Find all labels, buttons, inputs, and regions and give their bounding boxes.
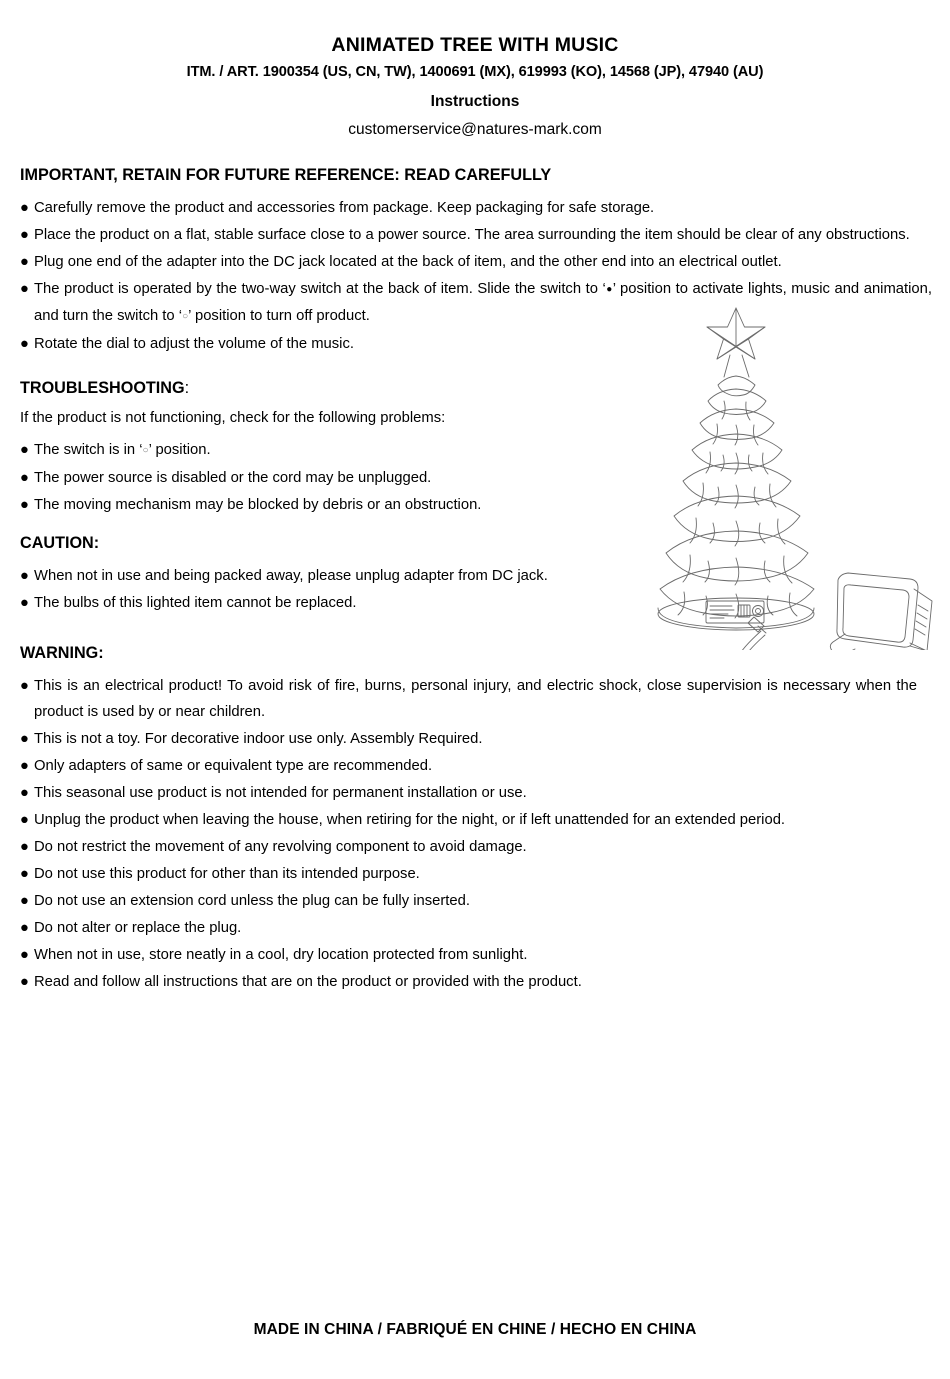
tree-base bbox=[658, 598, 814, 630]
list-item bbox=[20, 465, 660, 491]
section-warning bbox=[20, 643, 917, 996]
list-item-text: This is an electrical product! To avoid risk of fire, burns, personal injury, and electric shock, close supervision is necessary when the product is used by or near children. bbox=[34, 678, 917, 720]
bullet-dot-icon: ● bbox=[20, 866, 29, 882]
troubleshooting-heading-text: TROUBLESHOOTING bbox=[20, 379, 185, 397]
dc-jack bbox=[748, 617, 766, 633]
troubleshooting-heading bbox=[20, 378, 660, 398]
list-item bbox=[20, 888, 917, 914]
bullet-dot-icon: ● bbox=[20, 568, 29, 584]
bullet-dot-icon: ● bbox=[20, 785, 29, 801]
list-item bbox=[20, 861, 917, 887]
bullet-dot-icon: ● bbox=[20, 947, 29, 963]
list-item-text: Do not use an extension cord unless the plug can be fully inserted. bbox=[34, 893, 470, 909]
switch-text-part2: ’ position to activate lights, music and animation, and turn the switch to ‘ bbox=[34, 281, 932, 324]
instructions-label: Instructions bbox=[430, 93, 520, 110]
bullet-dot-icon: ● bbox=[20, 254, 29, 270]
bullet-dot-icon: ● bbox=[20, 281, 29, 297]
switch-text-part1: The product is operated by the two-way switch at the back of item. Slide the switch to ‘ bbox=[34, 281, 606, 297]
list-item-text: The bulbs of this lighted item cannot be replaced. bbox=[34, 595, 357, 611]
list-item bbox=[20, 195, 932, 221]
bullet-dot-icon: ● bbox=[20, 920, 29, 936]
bullet-dot-icon: ● bbox=[20, 497, 29, 513]
important-heading: IMPORTANT, RETAIN FOR FUTURE REFERENCE: READ CAREFULLY bbox=[20, 166, 552, 184]
bullet-dot-icon: ● bbox=[20, 442, 29, 458]
list-item-text: Do not use this product for other than its intended purpose. bbox=[34, 866, 420, 882]
list-item bbox=[20, 492, 660, 518]
list-item bbox=[20, 249, 932, 275]
document-header bbox=[0, 33, 950, 142]
item-article-numbers: ITM. / ART. 1900354 (US, CN, TW), 1400691 (MX), 619993 (KO), 14568 (JP), 47940 (AU) bbox=[186, 64, 764, 80]
troubleshooting-heading-colon: : bbox=[184, 379, 190, 397]
list-item-text: The power source is disabled or the cord may be unplugged. bbox=[34, 470, 432, 486]
bullet-dot-icon: ● bbox=[20, 974, 29, 990]
list-item bbox=[20, 807, 917, 833]
list-item-text: This is not a toy. For decorative indoor use only. Assembly Required. bbox=[34, 731, 483, 747]
list-item bbox=[20, 780, 917, 806]
section-troubleshooting bbox=[20, 378, 660, 519]
caution-heading: CAUTION: bbox=[20, 534, 100, 552]
list-item bbox=[20, 915, 917, 941]
switch-text-part3: ’ position to turn off product. bbox=[188, 308, 370, 324]
list-item-switch-position bbox=[20, 437, 660, 464]
bullet-dot-icon: ● bbox=[20, 731, 29, 747]
list-item-text: When not in use and being packed away, please unplug adapter from DC jack. bbox=[34, 568, 548, 584]
bullet-dot-icon: ● bbox=[20, 758, 29, 774]
list-item-text: Place the product on a flat, stable surface close to a power source. The area surrounding the item should be clear of any obstructions. bbox=[34, 227, 910, 243]
list-item-text: Unplug the product when leaving the house, when retiring for the night, or if left unattended for an extended period. bbox=[34, 812, 786, 828]
list-item-text: Do not restrict the movement of any revolving component to avoid damage. bbox=[34, 839, 527, 855]
bullet-dot-icon: ● bbox=[20, 812, 29, 828]
list-item bbox=[20, 590, 660, 616]
product-illustration bbox=[648, 305, 950, 650]
list-item-text: Read and follow all instructions that are on the product or provided with the product. bbox=[34, 974, 582, 990]
control-panel bbox=[706, 601, 764, 623]
warning-heading: WARNING: bbox=[20, 644, 104, 662]
bullet-dot-icon: ● bbox=[20, 839, 29, 855]
list-item bbox=[20, 673, 917, 725]
bullet-dot-icon: ● bbox=[20, 227, 29, 243]
list-item bbox=[20, 563, 660, 589]
troubleshooting-bullet-list bbox=[20, 437, 660, 518]
list-item bbox=[20, 942, 917, 968]
list-item-text: When not in use, store neatly in a cool, dry location protected from sunlight. bbox=[34, 947, 528, 963]
switch-off-symbol-icon: ○ bbox=[142, 445, 149, 456]
list-item-text bbox=[34, 442, 211, 458]
list-item-text: Carefully remove the product and accessories from package. Keep packaging for safe storage. bbox=[34, 200, 655, 216]
switch-on-symbol-icon: ● bbox=[605, 284, 613, 295]
switch-off-symbol-icon: ○ bbox=[182, 311, 189, 322]
bullet-dot-icon: ● bbox=[20, 595, 29, 611]
bullet-dot-icon: ● bbox=[20, 678, 29, 694]
troubleshooting-intro: If the product is not functioning, check for the following problems: bbox=[20, 410, 446, 426]
list-item-text: The moving mechanism may be blocked by debris or an obstruction. bbox=[34, 497, 482, 513]
bullet-dot-icon: ● bbox=[20, 200, 29, 216]
list-item bbox=[20, 753, 917, 779]
star-topper-icon bbox=[707, 308, 765, 359]
list-item-text: Plug one end of the adapter into the DC jack located at the back of item, and the other end into an electrical outlet. bbox=[34, 254, 782, 270]
warning-bullet-list bbox=[20, 673, 917, 995]
customer-service-email: customerservice@natures-mark.com bbox=[348, 121, 602, 138]
bullet-dot-icon: ● bbox=[20, 470, 29, 486]
list-item bbox=[20, 969, 917, 995]
list-item-text: Only adapters of same or equivalent type are recommended. bbox=[34, 758, 433, 774]
list-item-text: This seasonal use product is not intended for permanent installation or use. bbox=[34, 785, 527, 801]
section-caution bbox=[20, 533, 660, 617]
switch-text-part1: The switch is in ‘ bbox=[34, 442, 143, 458]
bullet-dot-icon: ● bbox=[20, 336, 29, 352]
list-item-text: Rotate the dial to adjust the volume of the music. bbox=[34, 336, 354, 352]
caution-bullet-list bbox=[20, 563, 660, 616]
list-item bbox=[20, 222, 932, 248]
list-item-text: Do not alter or replace the plug. bbox=[34, 920, 242, 936]
bullet-dot-icon: ● bbox=[20, 893, 29, 909]
footer-made-in-china: MADE IN CHINA / FABRIQUÉ EN CHINE / HECHO EN CHINA bbox=[253, 1321, 697, 1338]
power-adapter bbox=[830, 573, 932, 650]
tree-branches bbox=[660, 376, 814, 618]
list-item bbox=[20, 726, 917, 752]
list-item bbox=[20, 834, 917, 860]
switch-text-part2: ’ position. bbox=[148, 442, 211, 458]
page-title: ANIMATED TREE WITH MUSIC bbox=[331, 34, 619, 56]
